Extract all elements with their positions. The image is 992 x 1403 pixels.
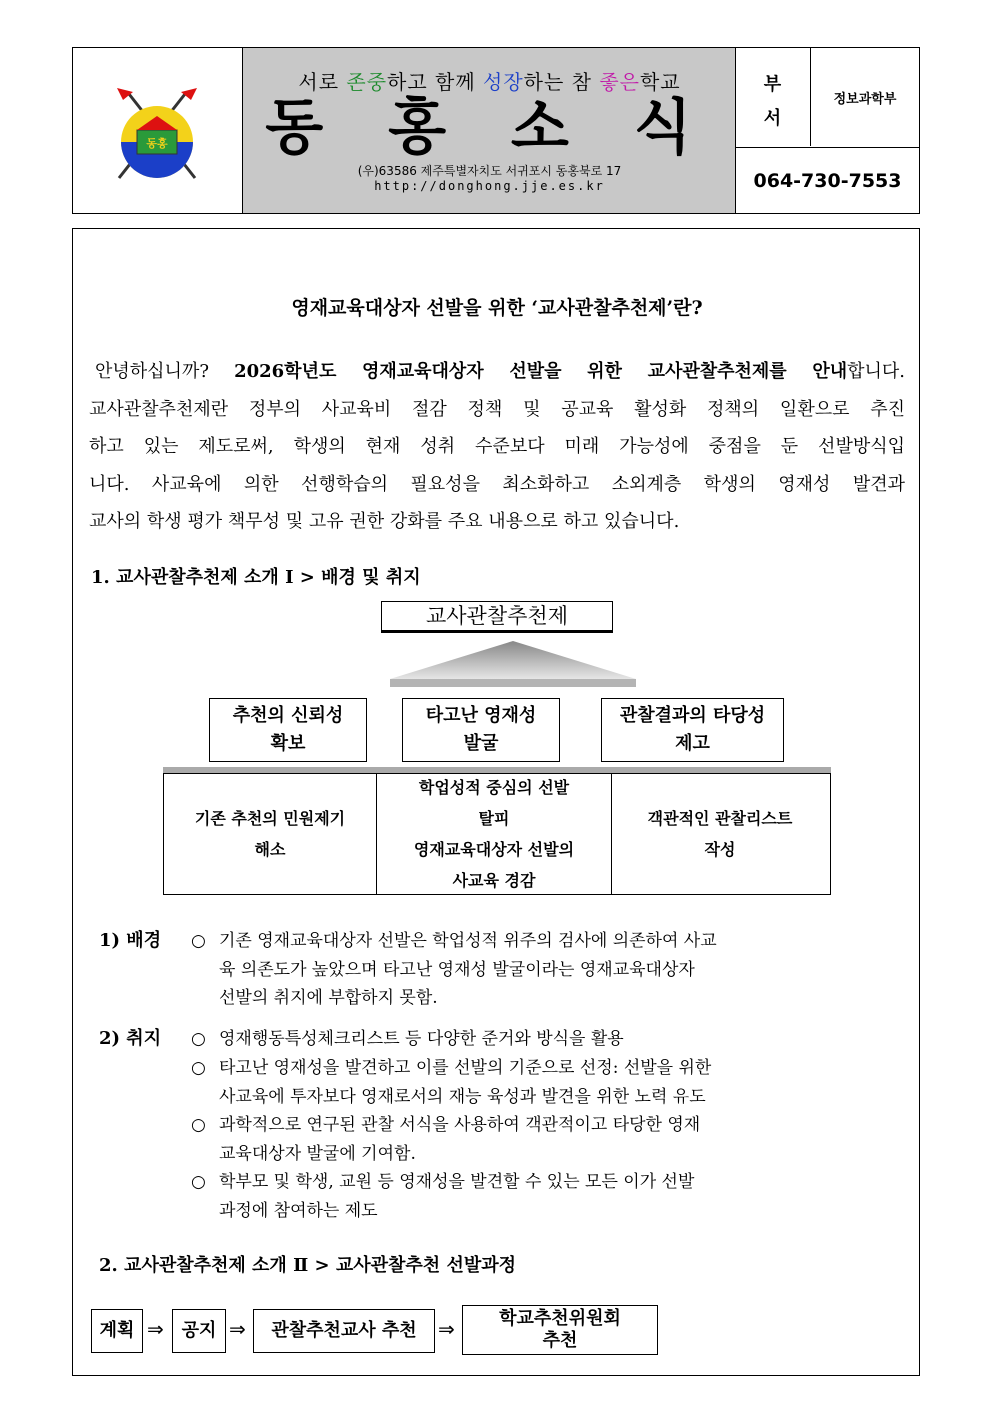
newsletter-header [72,47,920,214]
purpose-item [219,1054,819,1111]
pillar-text: 추천의 신뢰성 [232,705,344,726]
department-label-char: 부 [763,74,782,95]
flow-step-committee [462,1305,658,1355]
diagram-roof [388,639,638,691]
section2-title: 2. 교사관찰추천제 소개 Ⅱ > 교사관찰추천 선발과정 [99,1255,517,1276]
pillar-text: 확보 [270,733,306,754]
effects-text: 객관적인 관찰리스트 [647,809,793,828]
intro-line: 하고 있는 제도로써, 학생의 현재 성취 수준보다 미래 가능성에 중점을 둔 선발방식입 [89,436,905,457]
department-label [736,48,811,146]
purpose-line: 교육대상자 발굴에 기여함. [219,1143,416,1164]
flow-step-text: 학교추천위원회 [499,1308,621,1329]
slogan-part: 하고 함께 [387,70,484,94]
flow-arrow-icon: ⇒ [438,1317,455,1341]
section1-title: 1. 교사관찰추천제 소개 Ⅰ > 배경 및 취지 [91,567,421,588]
intro-line: 니다. 사교육에 의한 선행학습의 필요성을 최소화하고 소외계층 학생의 영재성 발견과 [89,473,905,495]
effects-text: 해소 [254,840,286,859]
pillar-reliability [209,698,367,762]
slogan-part: 서로 [298,70,347,94]
intro-bold: 2026학년도 영재교육대상자 선발을 위한 교사관찰추천제를 안내 [234,361,848,382]
school-address: (우)63586 제주특별자치도 서귀포시 동홍북로 17 [357,164,622,178]
purpose-item [219,1025,819,1054]
slogan-part: 좋은 [599,70,640,94]
bullet-icon: ○ [191,1029,206,1049]
background-line: 기존 영재교육대상자 선발은 학업성적 위주의 검사에 의존하여 사교 [219,931,717,951]
flow-arrow-icon: ⇒ [147,1317,164,1341]
purpose-line: 과학적으로 연구된 관찰 서식을 사용하여 객관적이고 타당한 영재 [219,1115,701,1135]
purpose-line: 과정에 참여하는 제도 [219,1200,378,1221]
pillar-text: 발굴 [463,733,499,754]
flow-step-text: 추천 [542,1330,578,1351]
school-logo [101,86,213,186]
bullet-icon: ○ [191,931,206,951]
effects-cell [164,774,376,894]
intro-tail: 합니다. [847,361,905,382]
intro-line [89,353,905,391]
effects-text: 사교육 경감 [452,871,536,890]
purpose-line: 사교육에 투자보다 영재로서의 재능 육성과 발견을 위한 노력 유도 [219,1086,706,1107]
pillar-text: 타고난 영재성 [425,705,537,726]
purpose-label: 2) 취지 [99,1028,162,1049]
flow-step-plan: 계획 [91,1309,143,1353]
school-url: http://donghong.jje.es.kr [374,179,605,193]
pillar-text: 관찰결과의 타당성 [619,705,766,726]
school-logo-cell [73,48,243,213]
intro-line: 교사관찰추천제란 정부의 사교육비 절감 정책 및 공교육 활성화 정책의 일환으로 추진 [89,398,905,420]
effects-text: 탈피 [478,809,510,828]
department-cell [736,48,919,148]
intro-line: 교사의 학생 평가 책무성 및 고유 권한 강화를 주요 내용으로 하고 있습니다. [89,511,680,532]
school-logo-text: 동홍 [146,137,168,150]
effects-text: 학업성적 중심의 선발 [418,778,570,797]
intro-paragraph [89,353,905,541]
title-cell [243,48,736,213]
background-item [219,927,819,1013]
effects-cell [376,774,612,894]
school-slogan [243,66,736,95]
background-label: 1) 배경 [99,930,162,951]
purpose-item [219,1168,819,1225]
slogan-part: 존중 [346,70,388,94]
bullet-icon: ○ [191,1115,206,1135]
flow-arrow-icon: ⇒ [229,1317,246,1341]
purpose-item [219,1111,819,1168]
effects-text: 영재교육대상자 선발의 [413,840,575,859]
document-title: 영재교육대상자 선발을 위한 ‘교사관찰추천제’란? [291,297,703,319]
department-label-char: 서 [763,108,782,129]
content-box [72,228,920,1376]
newsletter-title: 동 홍 소 식 [265,93,714,163]
bullet-icon: ○ [191,1058,206,1078]
effects-text: 작성 [704,840,736,859]
diagram-top-box: 교사관찰추천제 [381,601,613,633]
purpose-line: 학부모 및 학생, 교원 등 영재성을 발견할 수 있는 모든 이가 선발 [219,1172,695,1192]
background-line: 선발의 취지에 부합하지 못함. [219,988,438,1008]
pillar-validity [601,698,784,762]
effects-cell [610,774,830,894]
slogan-part: 성장 [483,70,524,94]
effects-text: 기존 추천의 민원제기 [194,809,346,828]
slogan-part: 하는 참 [523,70,600,94]
purpose-line: 타고난 영재성을 발견하고 이를 선발의 기준으로 선정: 선발을 위한 [219,1058,712,1078]
flow-step-teacher-recommend: 관찰추천교사 추천 [253,1309,435,1353]
intro-greeting: 안녕하십니까? [95,361,235,382]
slogan-part: 학교 [639,70,681,94]
pillar-text: 제고 [675,733,710,754]
bullet-icon: ○ [191,1172,206,1192]
pillar-giftedness [402,698,560,762]
background-line: 육 의존도가 높았으며 타고난 영재성 발굴이라는 영재교육대상자 [219,959,695,980]
purpose-line: 영재행동특성체크리스트 등 다양한 준거와 방식을 활용 [219,1029,624,1049]
phone-number: 064-730-7553 [753,169,902,192]
department-name: 정보과학부 [833,91,897,107]
effects-table [163,773,831,895]
flow-step-notice: 공지 [172,1309,226,1353]
